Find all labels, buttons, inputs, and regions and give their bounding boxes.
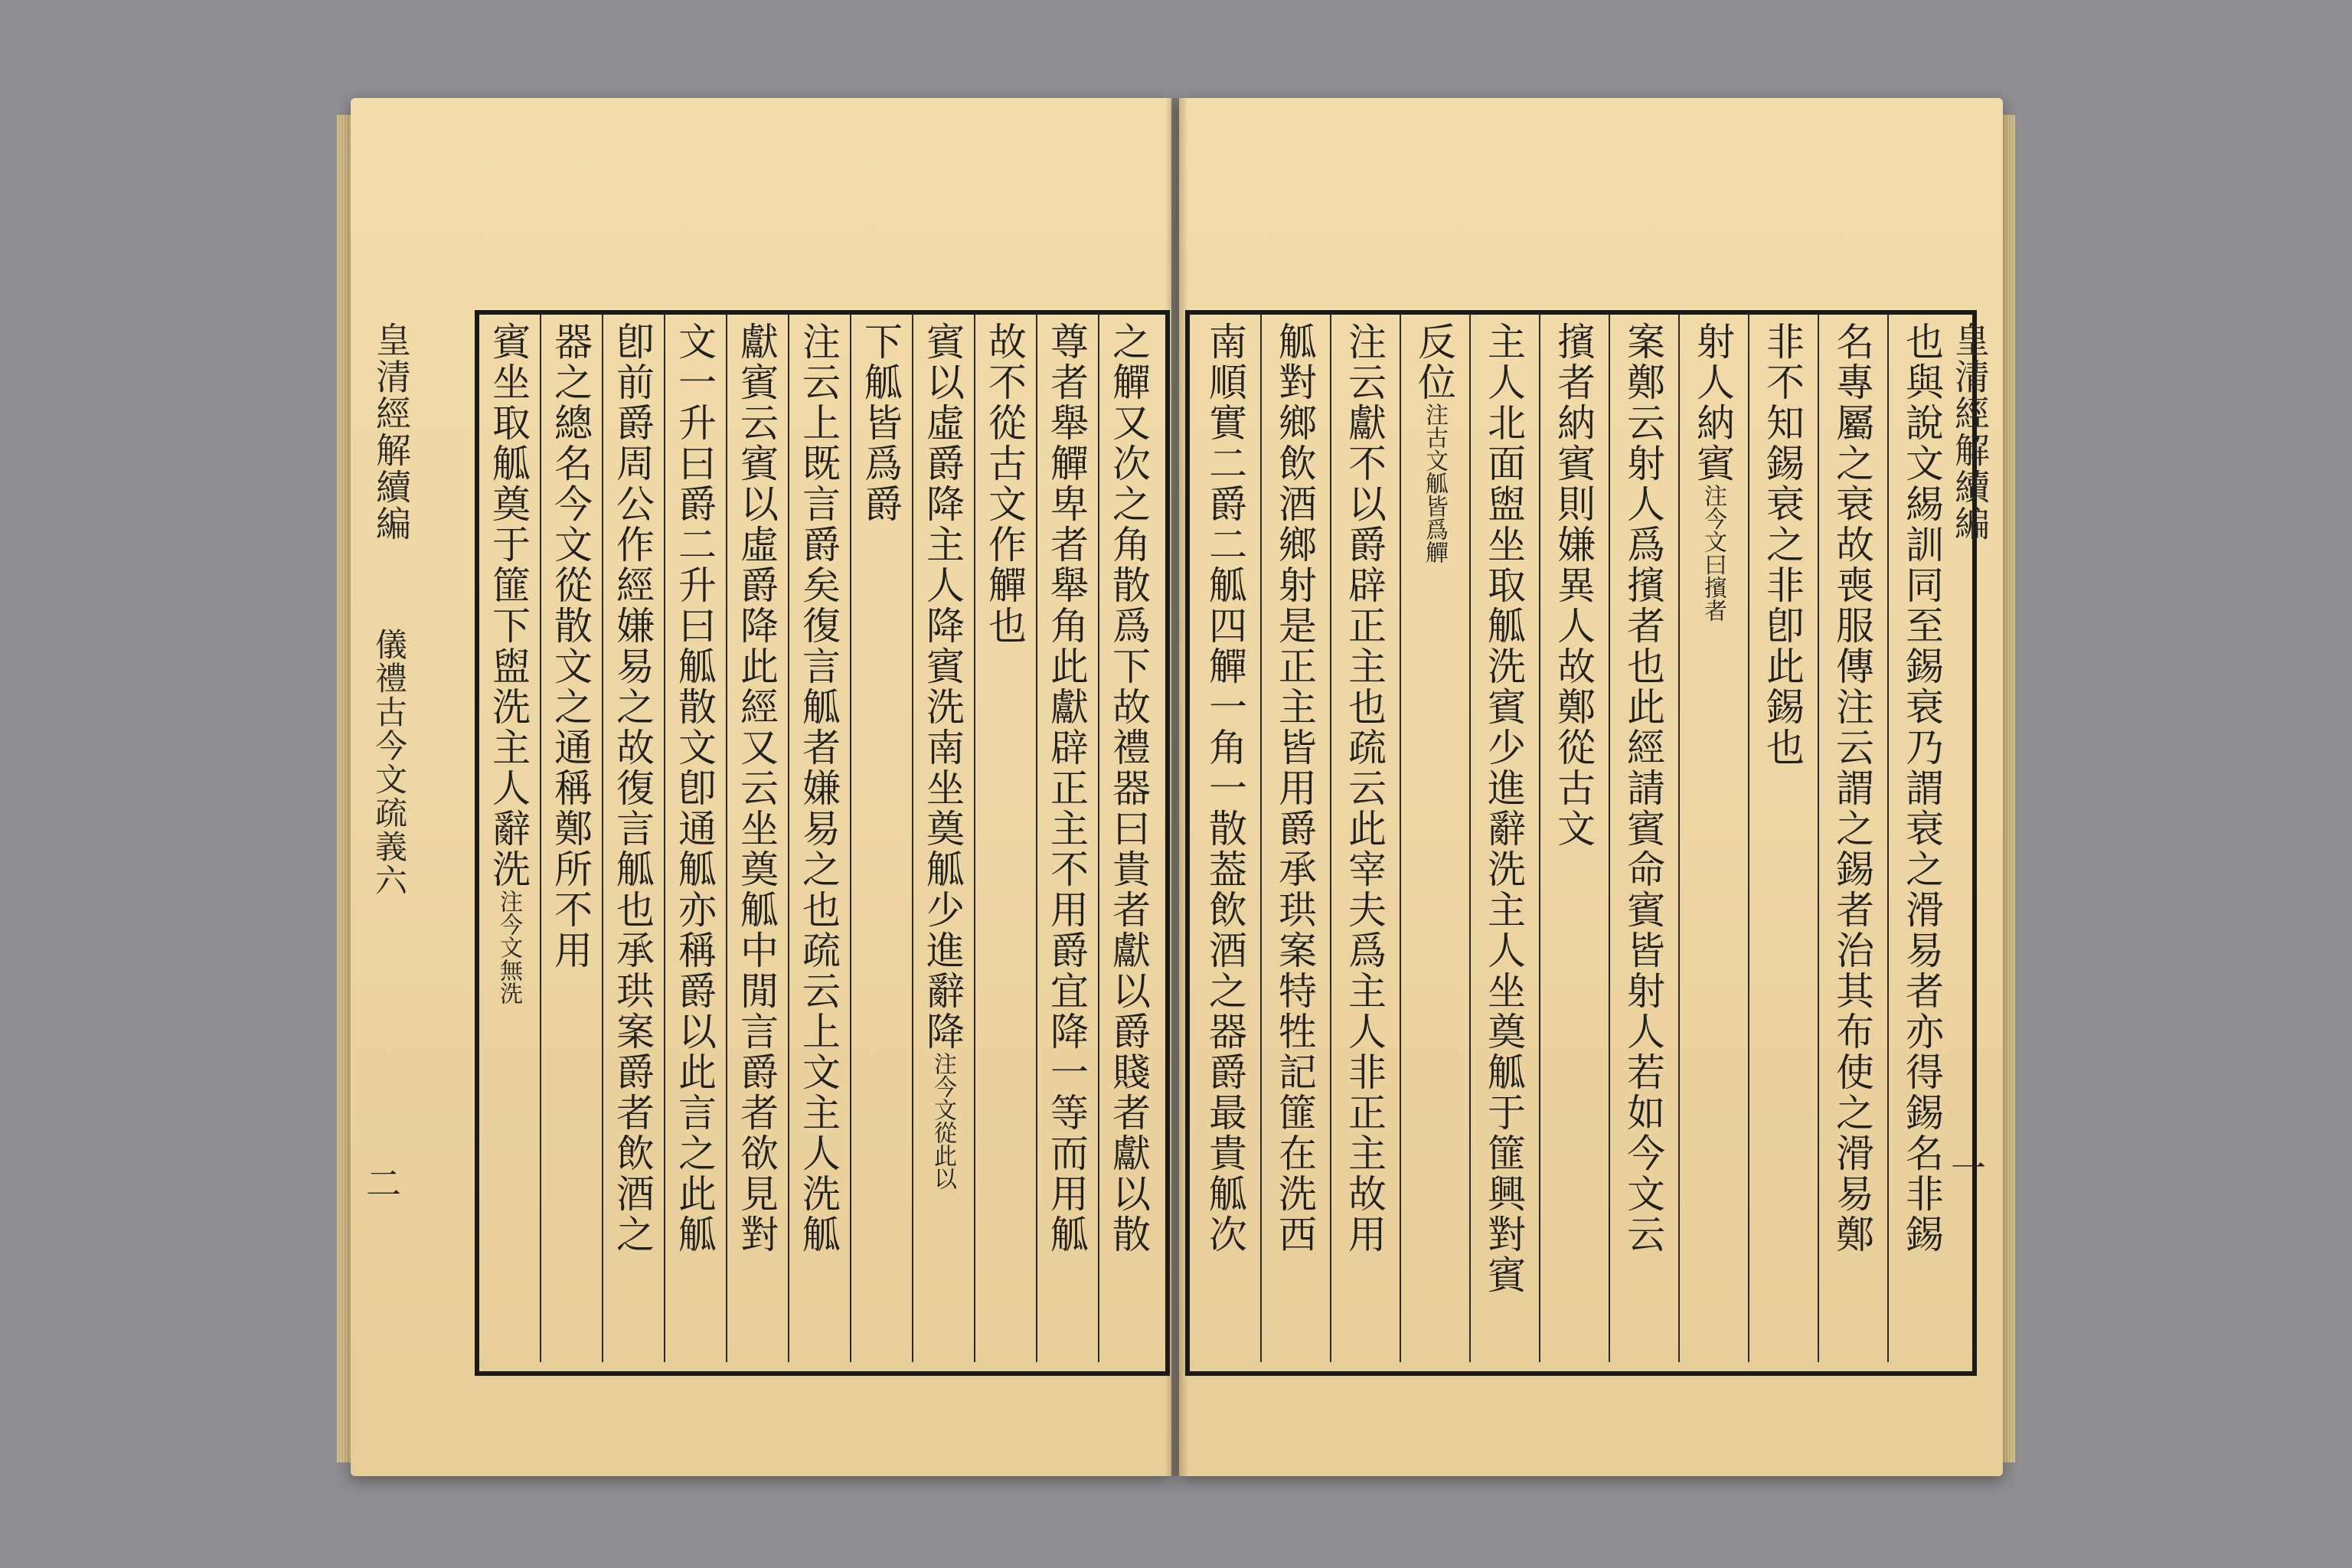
column-text: 之觶又次之角散爲下故禮器曰貴者獻以爵賤者獻以散 (1106, 322, 1151, 1255)
text-column (1412, 322, 1456, 1355)
column-rule (1400, 315, 1401, 1362)
column-text: 賓坐取觚奠于篚下盥洗主人辭洗 (486, 322, 531, 890)
column-text: 也與說文緆訓同至錫衰乃謂衰之滑易者亦得錫名非錫 (1900, 322, 1944, 1255)
column-text: 尊者舉觶卑者舉角此獻辟正主不用爵宜降一等而用觚 (1044, 322, 1089, 1255)
right-margin-title: 皇清經解續編 (1949, 322, 1991, 542)
column-text: 文一升曰爵二升曰觚散文卽通觚亦稱爵以此言之此觚 (672, 322, 717, 1255)
column-rule (1678, 315, 1680, 1362)
text-column (486, 322, 531, 1355)
column-text: 南順實二爵二觚四觶一角一散葢飲酒之器爵最貴觚次 (1203, 322, 1247, 1255)
column-text: 案鄭云射人爲擯者也此經請賓命賓皆射人若如今文云 (1621, 322, 1665, 1255)
column-rule (1036, 315, 1037, 1362)
text-column (672, 322, 717, 1355)
column-text: 擯者納賓則嫌異人故鄭從古文 (1551, 322, 1596, 849)
column-text: 卽前爵周公作經嫌易之故復言觚也承珙案爵者飲酒之 (610, 322, 655, 1255)
text-column (1900, 322, 1944, 1355)
column-text: 故不從古文作觶也 (982, 322, 1027, 646)
text-column (1551, 322, 1596, 1355)
column-text: 注云獻不以爵辟正主也疏云此宰夫爲主人非正主故用 (1342, 322, 1387, 1255)
text-column (1830, 322, 1874, 1355)
column-text: 下觚皆爲爵 (858, 322, 903, 524)
column-text: 觚對鄉飲酒鄉射是正主皆用爵承珙案特牲記篚在洗西 (1272, 322, 1317, 1255)
column-text: 器之總名今文從散文之通稱鄭所不用 (548, 322, 593, 971)
column-rule (726, 315, 727, 1362)
text-column (796, 322, 841, 1355)
column-rule (1330, 315, 1331, 1362)
text-column (610, 322, 655, 1355)
column-rule (788, 315, 789, 1362)
column-annotation: 注今文曰擯者 (1700, 484, 1726, 622)
column-annotation: 注今文無洗 (495, 890, 522, 1004)
text-column (920, 322, 965, 1355)
column-text: 反位 (1412, 322, 1456, 403)
column-text: 注云上既言爵矣復言觚者嫌易之也疏云上文主人洗觚 (796, 322, 841, 1255)
text-column (734, 322, 779, 1355)
text-column (982, 322, 1027, 1355)
column-text: 獻賓云賓以虛爵降此經又云坐奠觚中閒言爵者欲見對 (734, 322, 779, 1255)
left-leaf-number: 二 (366, 1163, 401, 1204)
column-rule (1887, 315, 1889, 1362)
left-margin-subtitle: 儀禮古今文疏義六 (371, 628, 408, 897)
column-annotation: 注今文從此以 (929, 1052, 956, 1190)
left-margin-title: 皇清經解續編 (371, 322, 412, 542)
column-rule (1539, 315, 1540, 1362)
column-text: 主人北面盥坐取觚洗賓少進辭洗主人坐奠觚于篚興對賓 (1481, 322, 1526, 1295)
column-rule (602, 315, 603, 1362)
column-rule (1469, 315, 1471, 1362)
text-column (548, 322, 593, 1355)
column-rule (1818, 315, 1819, 1362)
text-column (1621, 322, 1665, 1355)
text-column (1203, 322, 1247, 1355)
column-text: 名專屬之衰故喪服傳注云謂之錫者治其布使之滑易鄭 (1830, 322, 1874, 1255)
column-text: 非不知錫衰之非卽此錫也 (1760, 322, 1805, 768)
column-rule (1748, 315, 1749, 1362)
text-column (1342, 322, 1387, 1355)
column-text: 賓以虛爵降主人降賓洗南坐奠觚少進辭降 (920, 322, 965, 1052)
column-text: 射人納賓 (1690, 322, 1735, 484)
text-column (1272, 322, 1317, 1355)
column-rule (540, 315, 541, 1362)
text-column (1690, 322, 1735, 1355)
column-rule (1098, 315, 1099, 1362)
column-rule (1260, 315, 1262, 1362)
right-leaf-number: 一 (1951, 1148, 1986, 1189)
column-rule (1609, 315, 1610, 1362)
column-annotation: 注古文觚皆爲觶 (1421, 403, 1448, 564)
text-column (1760, 322, 1805, 1355)
column-rule (664, 315, 665, 1362)
column-rule (850, 315, 851, 1362)
column-rule (974, 315, 975, 1362)
text-column (1106, 322, 1151, 1355)
text-column (1044, 322, 1089, 1355)
text-column (1481, 322, 1526, 1355)
text-column (858, 322, 903, 1355)
column-rule (912, 315, 913, 1362)
